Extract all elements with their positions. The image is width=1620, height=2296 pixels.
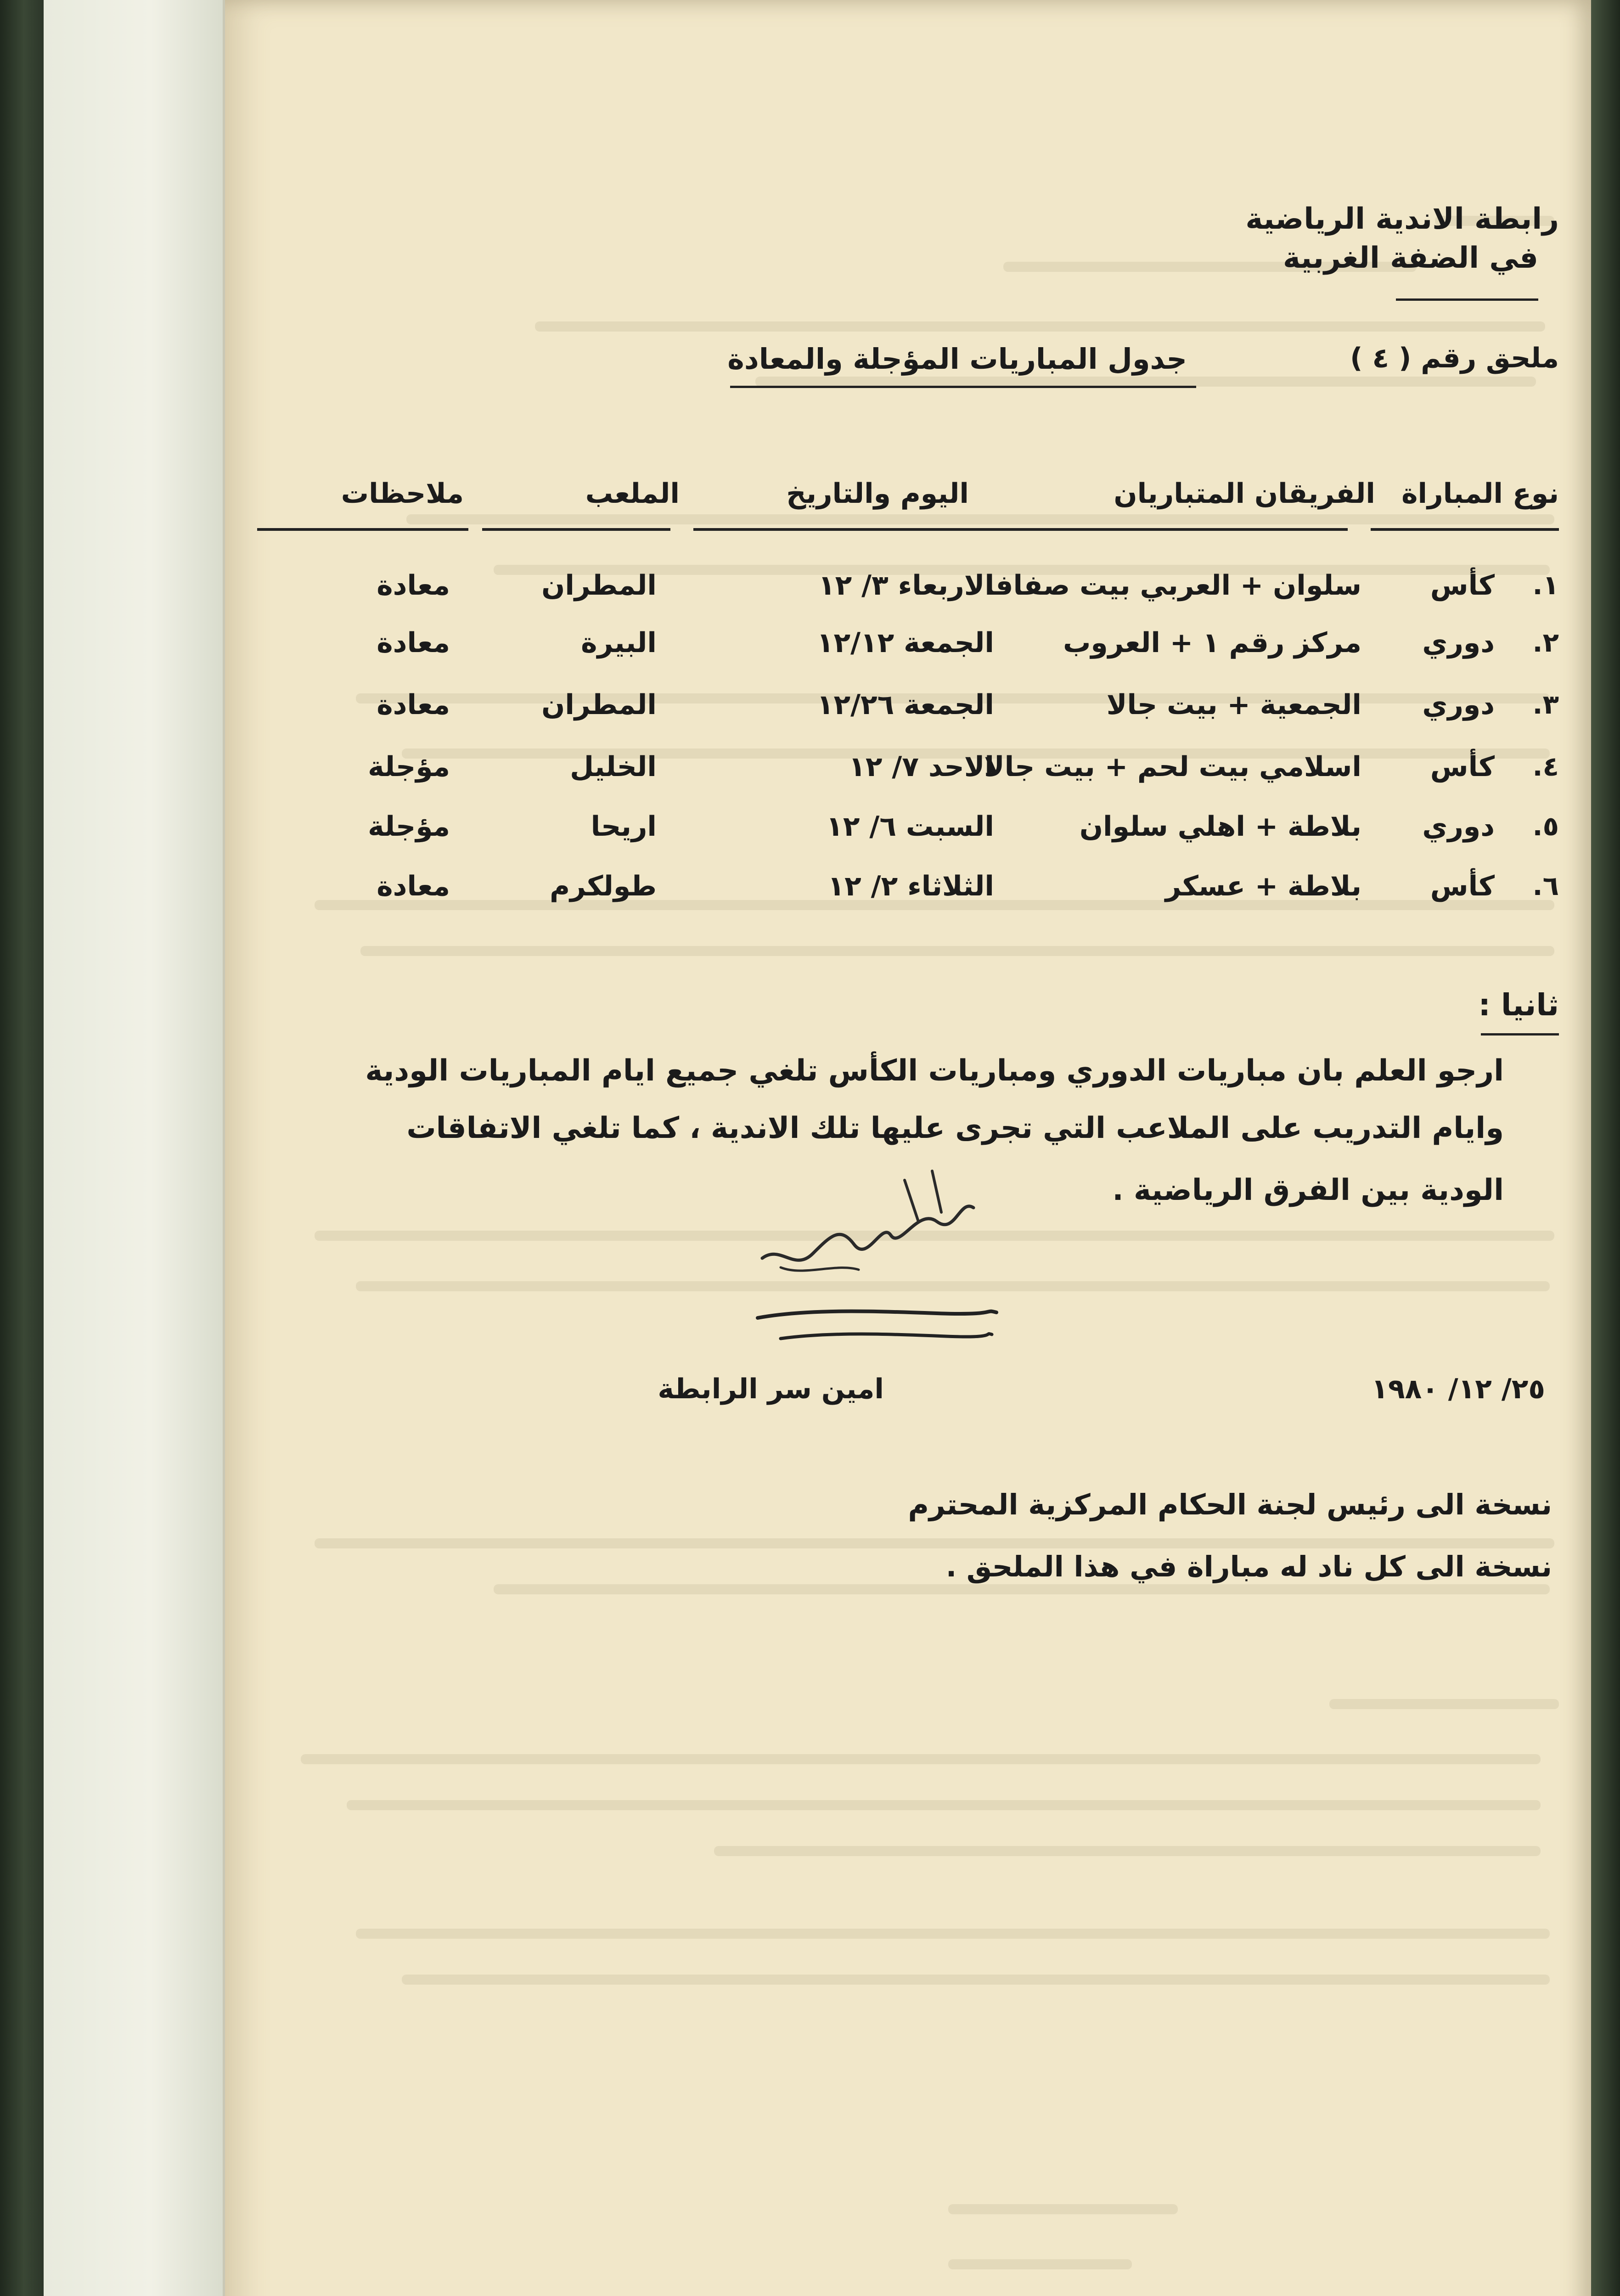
match-type: دوري — [1422, 810, 1495, 843]
back-sheet — [44, 0, 229, 2296]
match-type: كأس — [1430, 870, 1495, 902]
col-header-notes: ملاحظات — [341, 478, 464, 510]
title-underline — [730, 386, 1196, 388]
match-date: الاربعاء ٣/ ١٢ — [818, 569, 994, 602]
col-header-venue: الملعب — [585, 478, 680, 510]
section-two-line1: ارجو العلم بان مباريات الدوري ومباريات الكأس تلغي جميع ايام المباريات الودية — [365, 1054, 1504, 1088]
match-date: الجمعة ١٢/٢٦ — [816, 689, 994, 721]
col-header-type: نوع المباراة — [1401, 478, 1559, 510]
row-number: ٦. — [1532, 870, 1559, 901]
section-two-line3: الودية بين الفرق الرياضية . — [1112, 1173, 1504, 1207]
signature-mark — [753, 1295, 1001, 1359]
section-two-line2: وايام التدريب على الملاعب التي تجرى عليها تلك الاندية ، كما تلغي الاتفاقات — [406, 1111, 1504, 1145]
match-note: معادة — [377, 627, 450, 659]
header-rule — [1371, 528, 1559, 531]
section-two-label: ثانيا : — [1478, 987, 1559, 1023]
match-teams: الجمعية + بيت جالا — [1106, 689, 1361, 721]
match-type: كأس — [1430, 751, 1495, 783]
signer-title: امين سر الرابطة — [658, 1373, 884, 1405]
row-number: ٣. — [1532, 689, 1559, 720]
row-number: ٢. — [1532, 627, 1559, 658]
match-note: معادة — [377, 870, 450, 902]
header-rule — [257, 528, 468, 531]
section-two-underline — [1481, 1033, 1559, 1035]
binder-cover-edge — [0, 0, 44, 2296]
match-venue: المطران — [541, 689, 657, 721]
header-rule — [482, 528, 670, 531]
match-teams: بلاطة + عسكر — [1165, 870, 1361, 902]
match-venue: البيرة — [581, 627, 657, 659]
row-number: ٤. — [1532, 751, 1559, 782]
match-venue: المطران — [541, 569, 657, 602]
header-underline — [1396, 298, 1538, 301]
cc-line-1: نسخة الى رئيس لجنة الحكام المركزية المحترم — [908, 1488, 1552, 1521]
page-title: جدول المباريات المؤجلة والمعادة — [727, 342, 1187, 376]
document-page — [225, 0, 1591, 2296]
header-rule — [693, 528, 980, 531]
org-name-line2: في الضفة الغربية — [1283, 241, 1538, 275]
match-venue: طولكرم — [550, 870, 657, 902]
match-teams: مركز رقم ١ + العروب — [1063, 627, 1361, 659]
match-venue: اريحا — [591, 810, 657, 843]
col-header-teams: الفريقان المتباريان — [1114, 478, 1375, 510]
match-date: الاحد ٧/ ١٢ — [849, 751, 994, 783]
handwritten-note-image — [753, 1153, 992, 1290]
match-venue: الخليل — [570, 751, 657, 783]
match-teams: بلاطة + اهلي سلوان — [1079, 810, 1361, 843]
org-name-line1: رابطة الاندية الرياضية — [1245, 202, 1559, 236]
match-note: مؤجلة — [368, 751, 450, 783]
col-header-date: اليوم والتاريخ — [786, 478, 969, 510]
match-type: دوري — [1422, 627, 1495, 659]
match-teams: سلوان + العربي بيت صفافا — [984, 569, 1361, 602]
match-date: الثلاثاء ٢/ ١٢ — [827, 870, 994, 902]
match-type: كأس — [1430, 569, 1495, 602]
annex-label: ملحق رقم ( ٤ ) — [1350, 342, 1559, 374]
document-date: ٢٥/ ١٢/ ١٩٨٠ — [1371, 1373, 1545, 1405]
match-note: معادة — [377, 689, 450, 721]
row-number: ٥. — [1532, 810, 1559, 842]
cc-line-2: نسخة الى كل ناد له مباراة في هذا الملحق . — [945, 1550, 1552, 1583]
match-date: السبت ٦/ ١٢ — [826, 810, 994, 843]
match-note: مؤجلة — [368, 810, 450, 843]
match-type: دوري — [1422, 689, 1495, 721]
match-teams: اسلامي بيت لحم + بيت جالا — [984, 751, 1361, 783]
match-date: الجمعة ١٢/١٢ — [816, 627, 994, 659]
row-number: ١. — [1532, 569, 1559, 601]
binder-right-edge — [1591, 0, 1620, 2296]
match-note: معادة — [377, 569, 450, 602]
